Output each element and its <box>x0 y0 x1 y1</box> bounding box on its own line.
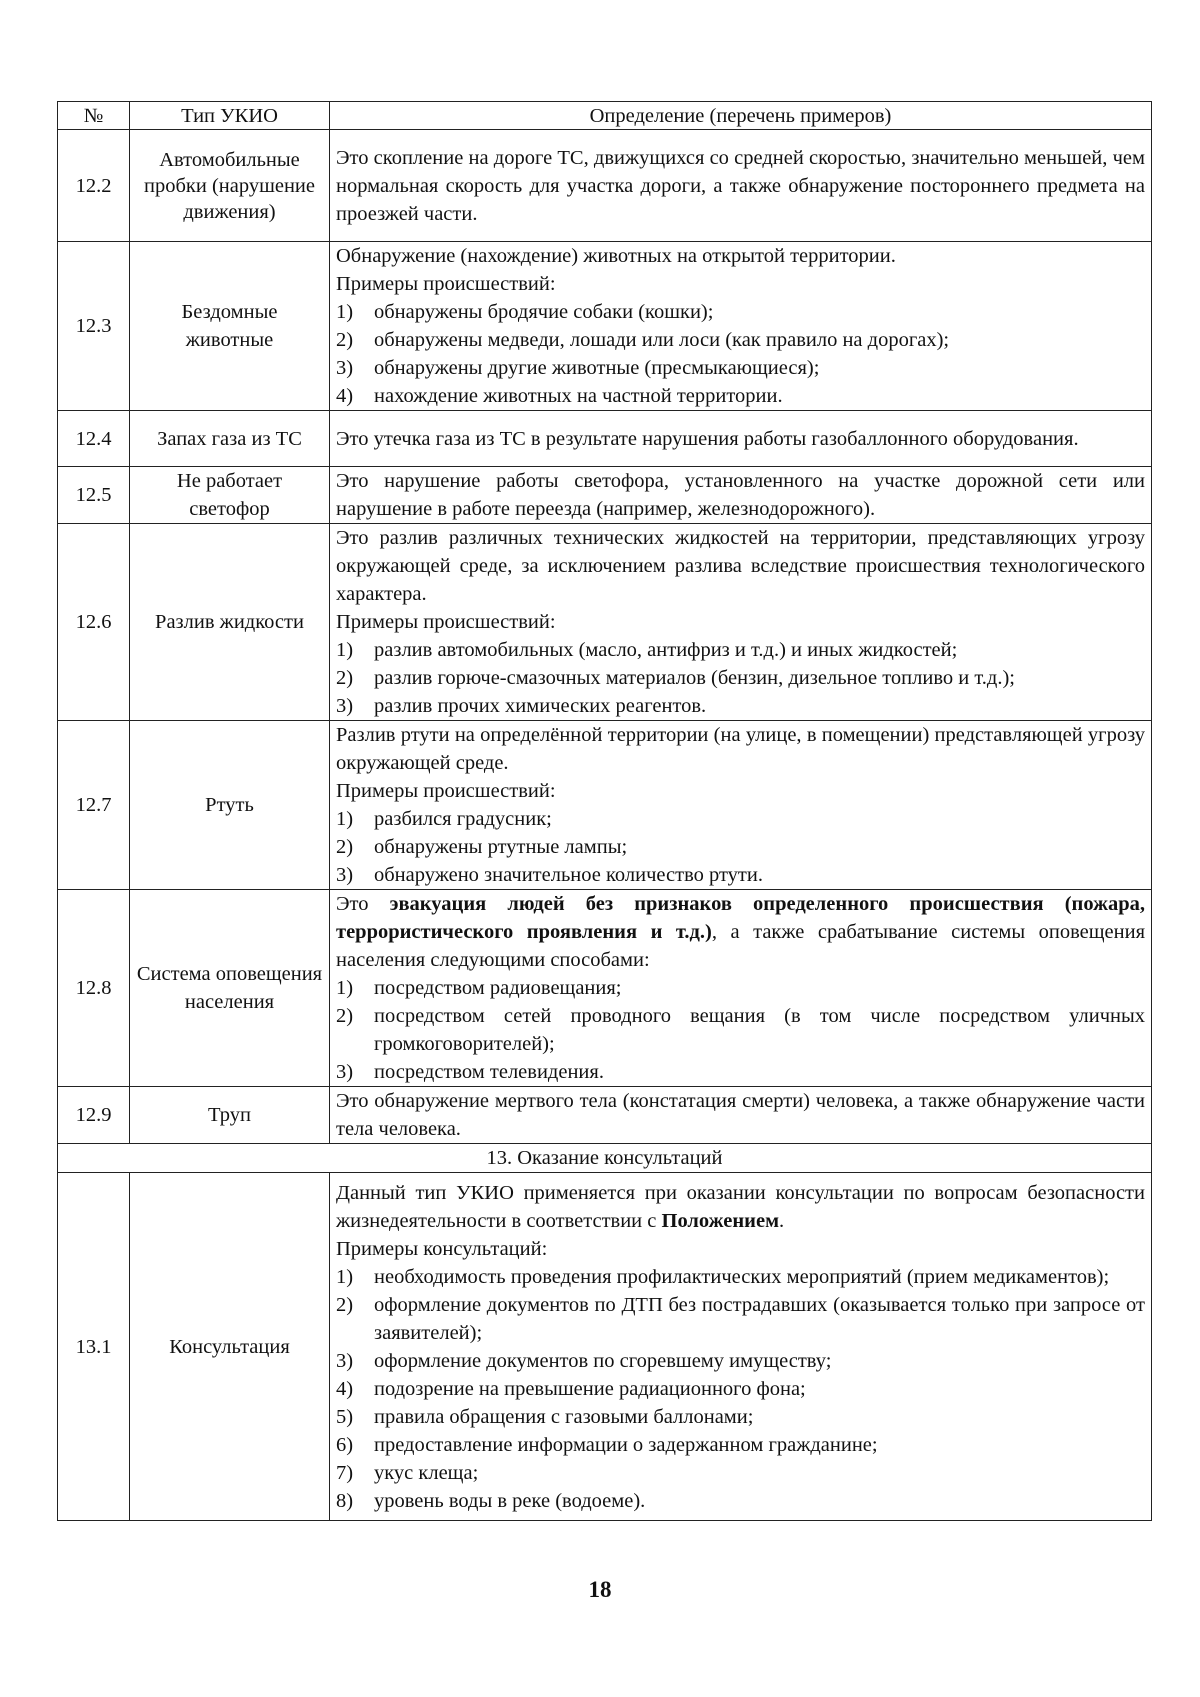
list-item-text: обнаружены ртутные лампы; <box>374 836 628 858</box>
list-item-number: 1) <box>336 301 354 323</box>
row-type: Консультация <box>130 1173 330 1521</box>
definition-post: , а также срабатывание системы оповещения населения следующими способами: <box>336 921 1146 971</box>
table-row <box>58 467 1152 524</box>
definition-text <box>336 890 1145 974</box>
list-item-number: 3) <box>336 357 354 379</box>
table-row <box>58 890 1152 1087</box>
list-item-text: обнаружены медведи, лошади или лоси (как правило на дорогах); <box>374 329 950 351</box>
list-item <box>336 1263 1145 1291</box>
list-item-number: 4) <box>336 385 354 407</box>
list-item-number: 3) <box>336 1349 354 1372</box>
definition-text: Это разлив различных технических жидкостей на территории, представляющих угрозу окружающей среде, за исключением разлива вследствие происшествия технологического характера. <box>336 527 1145 605</box>
list-item-text: посредством сетей проводного вещания (в том числе посредством уличных громкоговорителей); <box>374 1005 1145 1055</box>
list-item-number: 4) <box>336 1377 354 1400</box>
list-item <box>336 326 1145 354</box>
list-item <box>336 298 1145 326</box>
list-item-text: правила обращения с газовыми баллонами; <box>374 1405 754 1428</box>
list-item-text: обнаружены другие животные (пресмыкающиеся); <box>374 357 820 379</box>
list-item-number: 7) <box>336 1461 354 1484</box>
list-item <box>336 1291 1145 1347</box>
list-item-number: 1) <box>336 977 354 999</box>
row-definition <box>330 242 1152 411</box>
list-item-number: 5) <box>336 1405 354 1428</box>
row-definition: Это скопление на дороге ТС, движущихся со средней скоростью, значительно меньшей, чем нормальная скорость для участка дороги, а также обнаружение постороннего предмета на проезжей части. <box>330 130 1152 242</box>
list-item-number: 2) <box>336 836 354 858</box>
row-definition: Это нарушение работы светофора, установленного на участке дорожной сети или нарушение в работе переезда (например, железнодорожного). <box>330 467 1152 524</box>
list-item-number: 3) <box>336 695 354 717</box>
list-item-text: разлив горюче-смазочных материалов (бензин, дизельное топливо и т.д.); <box>374 667 1015 689</box>
row-number: 12.4 <box>58 411 130 467</box>
list-item <box>336 861 1145 889</box>
list-item-text: разбился градусник; <box>374 808 552 830</box>
list-item <box>336 1459 1145 1487</box>
table-row <box>58 1087 1152 1144</box>
list-item-text: предоставление информации о задержанном гражданине; <box>374 1433 878 1456</box>
row-number: 12.9 <box>58 1087 130 1144</box>
list-item <box>336 664 1145 692</box>
row-definition: Это обнаружение мертвого тела (констатация смерти) человека, а также обнаружение части тела человека. <box>330 1087 1152 1144</box>
list-item-text: уровень воды в реке (водоеме). <box>374 1489 646 1512</box>
list-item-number: 3) <box>336 1061 354 1083</box>
list-item-number: 1) <box>336 1265 354 1288</box>
list-item-number: 6) <box>336 1433 354 1456</box>
definition-pre: Это <box>336 893 390 915</box>
row-type: Труп <box>130 1087 330 1144</box>
list-item <box>336 1347 1145 1375</box>
examples-heading: Примеры происшествий: <box>336 611 556 633</box>
list-item <box>336 1058 1145 1086</box>
row-definition <box>330 1173 1152 1521</box>
row-type: Запах газа из ТС <box>130 411 330 467</box>
row-number: 12.2 <box>58 130 130 242</box>
row-type: Бездомные животные <box>130 242 330 411</box>
table-header-row <box>58 102 1152 130</box>
list-item-text: необходимость проведения профилактических мероприятий (прием медикаментов); <box>374 1265 1110 1288</box>
page-number: 18 <box>588 1577 612 1602</box>
row-definition: Это утечка газа из ТС в результате нарушения работы газобаллонного оборудования. <box>330 411 1152 467</box>
header-type: Тип УКИО <box>130 102 330 130</box>
definition-bold: Положением <box>661 1209 780 1232</box>
examples-heading: Примеры консультаций: <box>336 1237 548 1260</box>
row-definition <box>330 890 1152 1087</box>
list-item-number: 8) <box>336 1489 354 1512</box>
list-item <box>336 833 1145 861</box>
list-item-text: укус клеща; <box>374 1461 479 1484</box>
list-item-text: подозрение на превышение радиационного фона; <box>374 1377 806 1400</box>
row-number: 12.8 <box>58 890 130 1087</box>
table-row <box>58 411 1152 467</box>
list-item <box>336 692 1145 720</box>
row-number: 12.6 <box>58 524 130 721</box>
definition-text: Разлив ртути на определённой территории (на улице, в помещении) представляющей угрозу окружающей среде. <box>336 724 1145 774</box>
row-number: 12.7 <box>58 721 130 890</box>
definition-text: Обнаружение (нахождение) животных на открытой территории. <box>336 245 896 267</box>
row-definition <box>330 524 1152 721</box>
list-item <box>336 636 1145 664</box>
list-item-text: обнаружено значительное количество ртути. <box>374 864 763 886</box>
row-number: 12.3 <box>58 242 130 411</box>
list-item-number: 1) <box>336 639 354 661</box>
list-item-text: оформление документов по ДТП без пострадавших (оказывается только при запросе от заявителей); <box>374 1293 1145 1344</box>
list-item-number: 2) <box>336 667 354 689</box>
list-item <box>336 1487 1145 1515</box>
section-title: 13. Оказание консультаций <box>58 1144 1152 1173</box>
examples-heading: Примеры происшествий: <box>336 780 556 802</box>
list-item <box>336 1403 1145 1431</box>
table-row <box>58 1173 1152 1521</box>
list-item-text: оформление документов по сгоревшему имуществу; <box>374 1349 832 1372</box>
definition-pre: Данный тип УКИО применяется при оказании консультации по вопросам безопасности жизнедеятельности в соответствии с <box>336 1181 1145 1232</box>
header-number: № <box>58 102 130 130</box>
list-item-number: 1) <box>336 808 354 830</box>
row-type: Разлив жидкости <box>130 524 330 721</box>
list-item-text: разлив автомобильных (масло, антифриз и т.д.) и иных жидкостей; <box>374 639 958 661</box>
list-item <box>336 1431 1145 1459</box>
table-row <box>58 524 1152 721</box>
row-type: Автомобильные пробки (нарушение движения) <box>130 130 330 242</box>
list-item <box>336 354 1145 382</box>
list-item-number: 2) <box>336 1293 354 1316</box>
list-item <box>336 1002 1145 1058</box>
list-item-text: посредством радиовещания; <box>374 977 622 999</box>
definition-bold: эвакуация людей без признаков определенного происшествия (пожара, террористического проявления и т.д.) <box>336 893 1145 943</box>
table-row <box>58 721 1152 890</box>
list-item-number: 2) <box>336 1005 354 1027</box>
row-number: 12.5 <box>58 467 130 524</box>
definition-post: . <box>779 1209 785 1232</box>
list-item-number: 3) <box>336 864 354 886</box>
table-row <box>58 242 1152 411</box>
section-row <box>58 1144 1152 1173</box>
list-item-text: посредством телевидения. <box>374 1061 604 1083</box>
list-item-text: нахождение животных на частной территории. <box>374 385 783 407</box>
list-item <box>336 805 1145 833</box>
list-item-number: 2) <box>336 329 354 351</box>
table-row <box>58 130 1152 242</box>
list-item <box>336 1375 1145 1403</box>
definition-text <box>336 1179 1145 1235</box>
list-item-text: разлив прочих химических реагентов. <box>374 695 707 717</box>
list-item <box>336 382 1145 410</box>
row-number: 13.1 <box>58 1173 130 1521</box>
header-definition: Определение (перечень примеров) <box>330 102 1152 130</box>
examples-heading: Примеры происшествий: <box>336 273 556 295</box>
list-item <box>336 974 1145 1002</box>
row-type: Система оповещения населения <box>130 890 330 1087</box>
row-type: Не работает светофор <box>130 467 330 524</box>
row-definition <box>330 721 1152 890</box>
list-item-text: обнаружены бродячие собаки (кошки); <box>374 301 714 323</box>
ukio-table <box>57 101 1152 1521</box>
row-type: Ртуть <box>130 721 330 890</box>
